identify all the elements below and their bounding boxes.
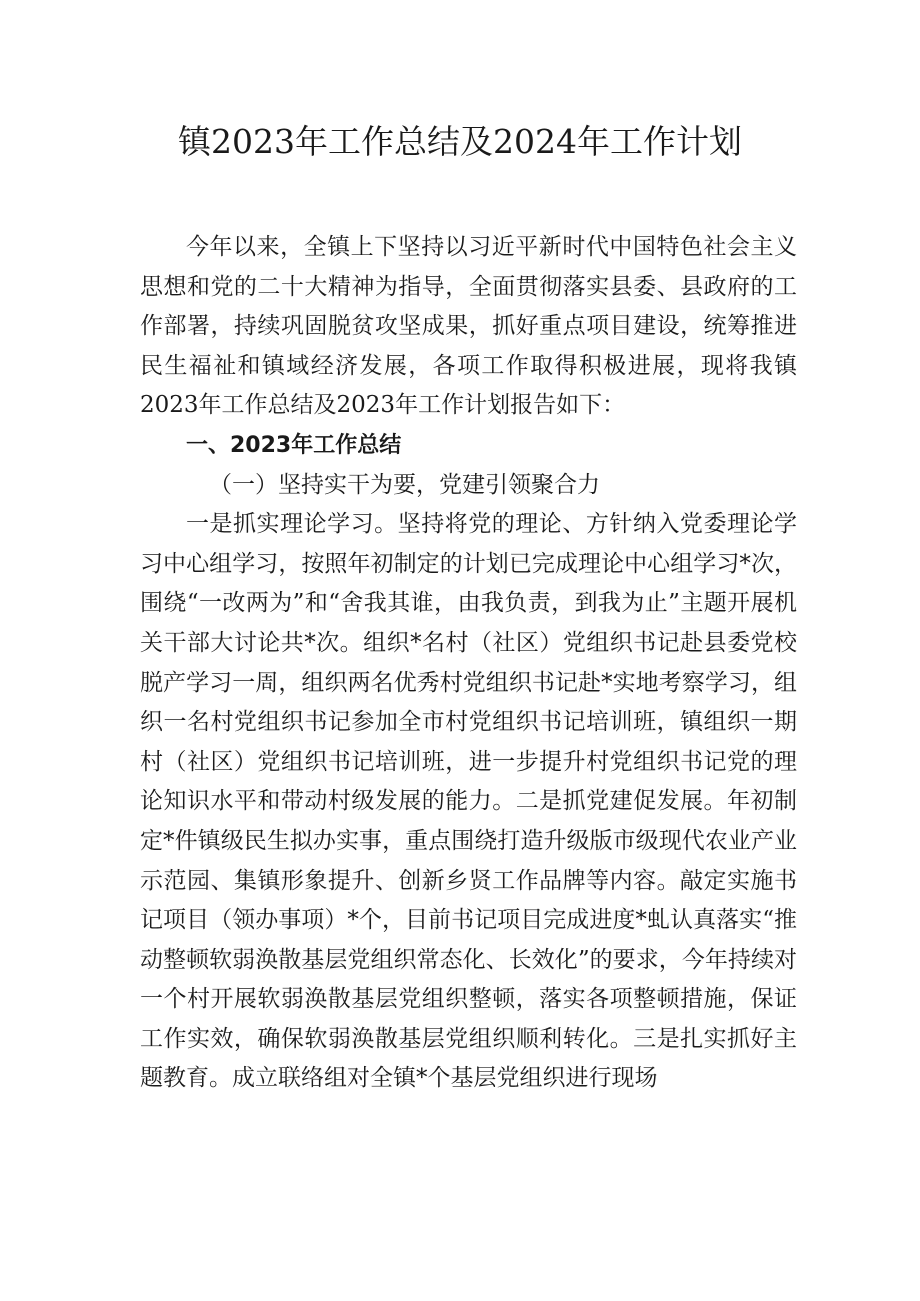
document-body [140, 228, 797, 1099]
subsection-heading: （一）坚持实干为要，党建引领聚合力 [209, 471, 600, 498]
intro-paragraph: 今年以来，全镇上下坚持以习近平新时代中国特色社会主义思想和党的二十大精神为指导，全面贯彻落实县委、县政府的工作部署，持续巩固脱贫攻坚成果，抓好重点项目建设，统筹推进民生福祉和镇域经济发展，各项工作取得积极进展，现将我镇2023年工作总结及2023年工作计划报告如下： [140, 234, 797, 419]
document-title: 镇2023年工作总结及2024年工作计划 [178, 122, 742, 161]
section-heading: 一、2023年工作总结 [186, 432, 402, 458]
body-paragraph: 一是抓实理论学习。坚持将党的理论、方针纳入党委理论学习中心组学习，按照年初制定的计划已完成理论中心组学习*次，围绕“一改两为”和“舍我其谁，由我负责，到我为止”主题开展机关干部大讨论共*次。组织*名村（社区）党组织书记赴县委党校脱产学习一周，组织两名优秀村党组织书记赴*实地考察学习，组织一名村党组织书记参加全市村党组织书记培训班，镇组织一期村（社区）党组织书记培训班，进一步提升村党组织书记党的理论知识水平和带动村级发展的能力。二是抓党建促发展。年初制定*件镇级民生拟办实事，重点围绕打造升级版市级现代农业产业示范园、集镇形象提升、创新乡贤工作品牌等内容。敲定实施书记项目（领办事项）*个，目前书记项目完成进度*虬认真落实“推动整顿软弱涣散基层党组织常态化、长效化”的要求，今年持续对一个村开展软弱涣散基层党组织整顿，落实各项整顿措施，保证工作实效，确保软弱涣散基层党组织顺利转化。三是扎实抓好主题教育。成立联络组对全镇*个基层党组织进行现场 [140, 511, 797, 1092]
